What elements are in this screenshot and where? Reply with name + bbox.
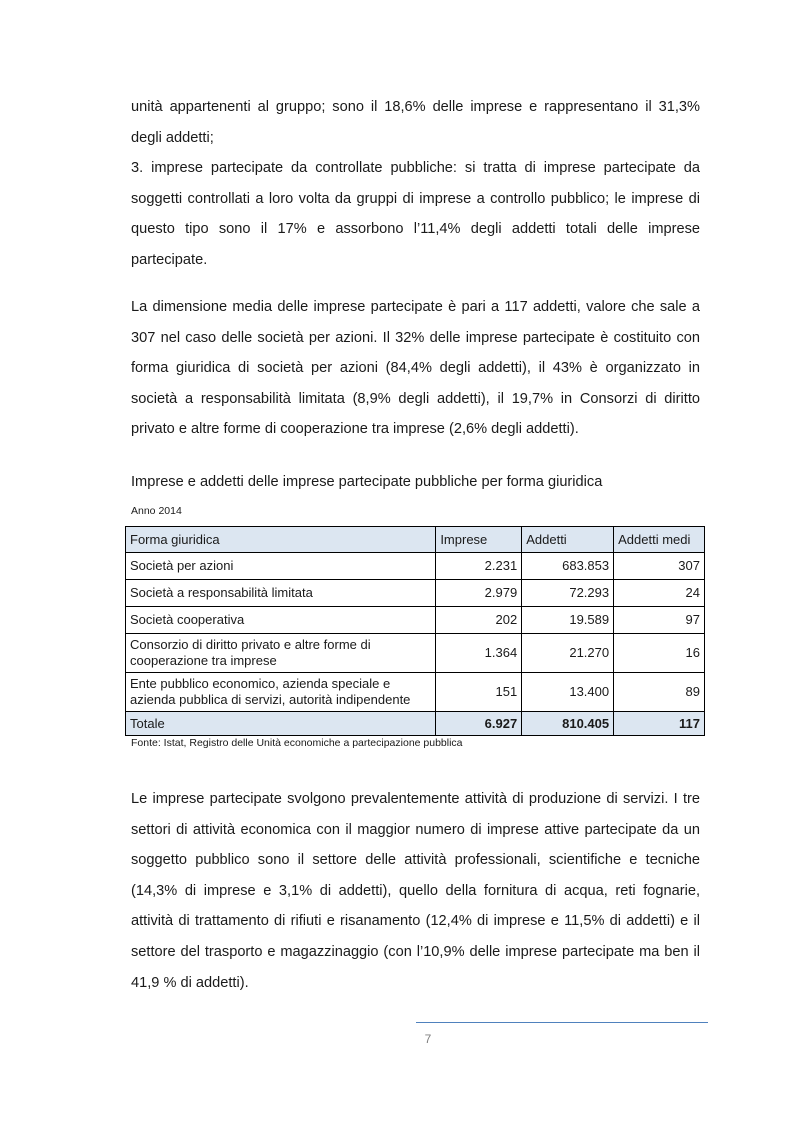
text-line: forma giuridica di società per azioni (84,4% degli addetti), il 43% è organizzato in (131, 360, 700, 377)
text-line: privato e altre forme di cooperazione tra imprese (2,6% degli addetti). (131, 421, 579, 438)
text-line: degli addetti; (131, 129, 214, 146)
total-addetti: 810.405 (522, 712, 614, 736)
table-row (126, 553, 705, 580)
header-imprese: Imprese (436, 527, 522, 553)
total-imprese: 6.927 (436, 712, 522, 736)
text-line: 307 nel caso delle società per azioni. Il 32% delle imprese partecipate è costituito con (131, 329, 700, 346)
cell-addetti-medi: 24 (614, 580, 705, 607)
row-label: Ente pubblico economico, azienda speciale e azienda pubblica di servizi, autorità indipendente (126, 673, 436, 712)
cell-imprese: 2.979 (436, 580, 522, 607)
text-line: unità appartenenti al gruppo; sono il 18,6% delle imprese e rappresentano il 31,3% (131, 99, 700, 115)
table-row (126, 580, 705, 607)
text-line: 41,9 % di addetti). (131, 974, 249, 991)
cell-imprese: 2.231 (436, 553, 522, 580)
header-forma-giuridica: Forma giuridica (126, 527, 436, 553)
text-line: 3. imprese partecipate da controllate pubbliche: si tratta di imprese partecipate da (131, 160, 700, 177)
table-row (126, 634, 705, 673)
text-line: partecipate. (131, 251, 208, 268)
table-total-row (126, 712, 705, 736)
header-addetti: Addetti (522, 527, 614, 553)
text-line: (14,3% di imprese e 3,1% di addetti), quello della fornitura di acqua, reti fognarie, (131, 882, 700, 899)
text-line: settori di attività economica con il maggior numero di imprese attive partecipate da un (131, 821, 700, 838)
cell-imprese: 202 (436, 607, 522, 634)
text-line: questo tipo sono il 17% e assorbono l’11,4% degli addetti totali delle imprese (131, 221, 700, 238)
cell-addetti-medi: 16 (614, 634, 705, 673)
cell-addetti-medi: 97 (614, 607, 705, 634)
paragraph-economic-sectors (131, 784, 700, 998)
row-label: Società a responsabilità limitata (126, 580, 436, 607)
text-line: La dimensione media delle imprese partecipate è pari a 117 addetti, valore che sale a (131, 299, 700, 315)
header-addetti-medi: Addetti medi (614, 527, 705, 553)
cell-imprese: 151 (436, 673, 522, 712)
cell-addetti: 683.853 (522, 553, 614, 580)
total-addetti-medi: 117 (614, 712, 705, 736)
total-label: Totale (126, 712, 436, 736)
paragraph-ownership-types (131, 92, 700, 276)
footer-rule (416, 1022, 708, 1023)
cell-addetti-medi: 307 (614, 553, 705, 580)
table-row (126, 607, 705, 634)
cell-addetti-medi: 89 (614, 673, 705, 712)
table-row (126, 673, 705, 712)
cell-addetti: 21.270 (522, 634, 614, 673)
row-label: Consorzio di diritto privato e altre forme di cooperazione tra imprese (126, 634, 436, 673)
cell-addetti: 72.293 (522, 580, 614, 607)
text-line: soggetto pubblico sono il settore delle attività professionali, scientifiche e tecniche (131, 852, 700, 869)
row-label: Società per azioni (126, 553, 436, 580)
text-line: attività di trattamento di rifiuti e risanamento (12,4% di imprese e 11,5% di addetti) e il (131, 913, 700, 930)
page-number: 7 (424, 1032, 432, 1046)
text-line: Le imprese partecipate svolgono prevalentemente attività di produzione di servizi. I tre (131, 791, 700, 807)
cell-addetti: 19.589 (522, 607, 614, 634)
cell-imprese: 1.364 (436, 634, 522, 673)
text-line: settore del trasporto e magazzinaggio (con l’10,9% delle imprese partecipate ma ben il (131, 943, 700, 960)
legal-form-table (125, 526, 705, 736)
paragraph-average-size (131, 292, 700, 445)
table-title: Imprese e addetti delle imprese partecipate pubbliche per forma giuridica (131, 474, 603, 490)
cell-addetti: 13.400 (522, 673, 614, 712)
table-subtitle: Anno 2014 (131, 505, 182, 517)
table-header-row (126, 527, 705, 553)
text-line: società a responsabilità limitata (8,9% degli addetti), il 19,7% in Consorzi di diritto (131, 390, 700, 407)
row-label: Società cooperativa (126, 607, 436, 634)
text-line: soggetti controllati a loro volta da gruppi di imprese a controllo pubblico; le imprese di (131, 190, 700, 207)
table-source-note: Fonte: Istat, Registro delle Unità economiche a partecipazione pubblica (131, 737, 463, 749)
